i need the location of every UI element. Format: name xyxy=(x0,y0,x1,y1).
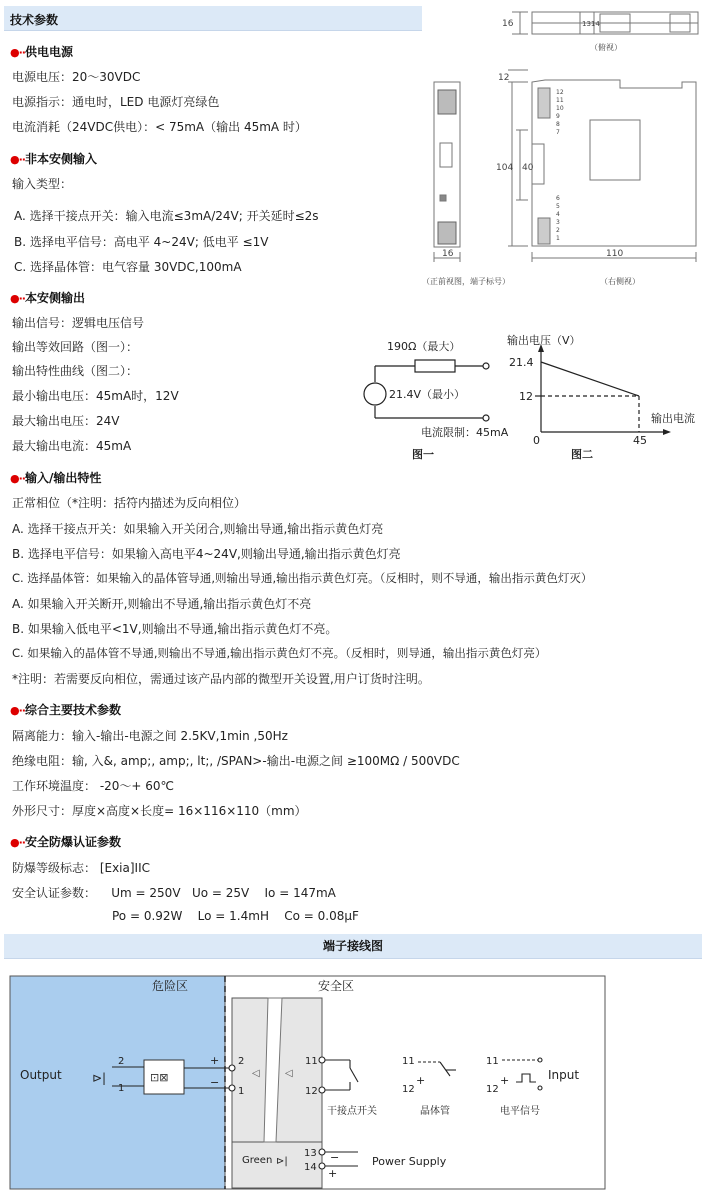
dim-104-label: 104 xyxy=(496,163,514,173)
terminal-label: 11 xyxy=(556,97,564,104)
terminal-label: 12 xyxy=(305,1086,318,1097)
text-line: *注明：若需要反向相位，需通过该产品内部的微型开关设置,用户订货时注明。 xyxy=(12,672,430,686)
top-view-caption: （俯视） xyxy=(590,43,622,52)
text-line: 电流消耗（24VDC供电）：< 75mA（输出 45mA 时） xyxy=(12,120,307,134)
wiring-header-title: 端子接线图 xyxy=(322,939,383,953)
y-axis-label: 输出电压（V） xyxy=(507,334,581,347)
front-view-caption: （正前视图，端子标号） xyxy=(422,277,510,286)
terminal-label: 1 xyxy=(118,1083,125,1094)
bullet-icon: ●·· xyxy=(10,292,25,305)
terminal-label: 8 xyxy=(556,121,560,128)
output-curve-line xyxy=(541,362,639,396)
minus-sign: − xyxy=(210,1076,220,1089)
text-line: B. 如果输入低电平<1V,则输出不导通,输出指示黄色灯不亮。 xyxy=(12,622,338,636)
text-line: 输入类型： xyxy=(12,177,73,191)
svg-text:◁: ◁ xyxy=(252,1068,260,1079)
text-line: 安全认证参数： Um = 250V Uo = 25V Io = 147mA xyxy=(12,886,336,900)
text-line: 外形尺寸：厚度×高度×长度= 16×116×110（mm） xyxy=(12,804,307,818)
terminal-label: 1 xyxy=(556,235,560,242)
top-dim-label: 16 xyxy=(502,19,514,29)
safe-zone-label: 安全区 xyxy=(318,979,355,993)
text-line: 最大输出电压：24V xyxy=(12,414,120,428)
terminal-label: 11 xyxy=(402,1056,415,1067)
figure-1-caption: 图一 xyxy=(412,448,434,461)
voltage-source-icon xyxy=(364,383,386,405)
dimension-drawing xyxy=(420,0,713,295)
section-header-title: 技术参数 xyxy=(10,13,59,27)
terminal-label: 7 xyxy=(556,129,560,136)
figure-2-caption: 图二 xyxy=(571,448,593,461)
x-tick-label: 45 xyxy=(633,434,647,447)
output-label: Output xyxy=(20,1068,62,1082)
minus-sign: − xyxy=(330,1151,340,1164)
green-led-icon: ⊳| xyxy=(276,1156,288,1167)
plus-sign: + xyxy=(416,1074,426,1087)
section-title-safety: ●··安全防爆认证参数 xyxy=(10,835,121,849)
transistor-label: 晶体管 xyxy=(420,1106,450,1117)
dim-16-label: 16 xyxy=(442,249,454,259)
plus-sign: + xyxy=(500,1074,510,1087)
terminal-label: 12 xyxy=(402,1084,415,1095)
terminal-label: 10 xyxy=(556,105,564,112)
x-tick-label: 0 xyxy=(533,434,540,447)
terminal-label: 12 xyxy=(486,1084,499,1095)
terminal-label: 11 xyxy=(486,1056,499,1067)
bullet-icon: ●·· xyxy=(10,46,25,59)
text-line: 正常相位（*注明：括符内描述为反向相位） xyxy=(12,496,247,510)
text-line: 电源电压：20～30VDC xyxy=(12,70,141,84)
dim-12-label: 12 xyxy=(498,73,510,83)
hazard-zone-label: 危险区 xyxy=(152,979,189,993)
led-icon: ⊳| xyxy=(92,1071,107,1085)
terminal-label: 9 xyxy=(556,113,560,120)
text-line: A. 选择干接点开关：输入电流≤3mA/24V; 开关延时≤2s xyxy=(14,209,319,223)
text-line: 隔离能力：输入-输出-电源之间 2.5KV,1min ,50Hz xyxy=(12,729,288,743)
svg-text:◁: ◁ xyxy=(285,1068,293,1079)
dry-contact-label: 干接点开关 xyxy=(327,1106,377,1117)
terminal-label: 3 xyxy=(556,219,560,226)
green-led-label: Green xyxy=(242,1155,273,1166)
terminal-label: 13 xyxy=(304,1148,317,1159)
resistor-icon xyxy=(415,360,455,372)
terminal-label: 14 xyxy=(304,1162,317,1173)
text-line: 输出等效回路（图一）： xyxy=(12,340,139,354)
text-line: 绝缘电阻：输, 入&, amp;, amp;, lt;, /SPAN>-输出-电源之间 ≥100MΩ / 500VDC xyxy=(12,754,460,768)
text-line: 输出特性曲线（图二）： xyxy=(12,364,139,378)
section-title-main: ●··综合主要技术参数 xyxy=(10,703,121,717)
text-line: Po = 0.92W Lo = 1.4mH Co = 0.08μF xyxy=(112,909,359,923)
text-line: A. 选择干接点开关：如果输入开关闭合,则输出导通,输出指示黄色灯亮 xyxy=(12,522,384,536)
section-title-input: ●··非本安侧输入 xyxy=(10,152,97,166)
section-title-output: ●··本安侧输出 xyxy=(10,291,85,305)
terminal-label: 6 xyxy=(556,195,560,202)
power-supply-label: Power Supply xyxy=(372,1155,447,1168)
top-terms-label: 1314 xyxy=(582,20,600,28)
terminal-label: 11 xyxy=(305,1056,318,1067)
text-line: C. 选择晶体管：电气容量 30VDC,100mA xyxy=(14,260,242,274)
bullet-icon: ●·· xyxy=(10,153,25,166)
text-line: B. 选择电平信号：如果输入高电平4~24V,则输出导通,输出指示黄色灯亮 xyxy=(12,547,401,561)
terminal-label: 5 xyxy=(556,203,560,210)
terminal-label: 2 xyxy=(238,1056,245,1067)
svg-text:⊡⊠: ⊡⊠ xyxy=(150,1071,169,1084)
text-line: B. 选择电平信号：高电平 4~24V; 低电平 ≤1V xyxy=(14,235,269,249)
wiring-header xyxy=(4,934,702,959)
terminal-label: 2 xyxy=(118,1056,125,1067)
bullet-icon: ●·· xyxy=(10,704,25,717)
wiring-diagram xyxy=(0,964,713,1195)
text-line: 工作环境温度： -20～+ 60℃ xyxy=(12,779,175,793)
terminal-label: 4 xyxy=(556,211,560,218)
figure-1-circuit xyxy=(355,330,515,462)
text-line: 防爆等级标志： [Exia]IIC xyxy=(12,861,151,875)
text-line: C. 选择晶体管：如果输入的晶体管导通,则输出导通,输出指示黄色灯亮。（反相时，则不导通，输出指示黄色灯灭） xyxy=(12,571,593,585)
y-tick-label: 21.4 xyxy=(509,356,534,369)
terminal-icon xyxy=(483,415,489,421)
figure-2-curve xyxy=(505,330,710,462)
text-line: 最大输出电流：45mA xyxy=(12,439,132,453)
section-title-io: ●··输入/输出特性 xyxy=(10,471,102,485)
source-label: 21.4V（最小） xyxy=(389,388,466,401)
dim-40-label: 40 xyxy=(522,163,534,173)
text-line: 输出信号：逻辑电压信号 xyxy=(12,316,145,330)
x-axis-label: 输出电流 xyxy=(651,412,695,425)
section-header xyxy=(4,6,422,31)
resistor-label: 190Ω（最大） xyxy=(387,340,461,353)
terminal-icon xyxy=(483,363,489,369)
limit-label: 电流限制：45mA xyxy=(421,426,509,439)
terminal-label: 12 xyxy=(556,89,564,96)
bullet-icon: ●·· xyxy=(10,472,25,485)
y-tick-label: 12 xyxy=(519,390,533,403)
input-label: Input xyxy=(548,1068,580,1082)
text-line: C. 如果输入的晶体管不导通,则输出不导通,输出指示黄色灯不亮。（反相时，则导通，输出指示黄色灯亮） xyxy=(12,646,547,660)
dim-110-label: 110 xyxy=(606,249,624,259)
level-signal-label: 电平信号 xyxy=(500,1106,540,1117)
plus-sign: + xyxy=(210,1054,220,1067)
bullet-icon: ●·· xyxy=(10,836,25,849)
text-line: 电源指示：通电时，LED 电源灯亮绿色 xyxy=(12,95,220,109)
text-line: A. 如果输入开关断开,则输出不导通,输出指示黄色灯不亮 xyxy=(12,597,312,611)
text-line: 最小输出电压：45mA时，12V xyxy=(12,389,179,403)
terminal-label: 2 xyxy=(556,227,560,234)
section-title-power: ●··供电电源 xyxy=(10,45,73,59)
side-view-caption: （右侧视） xyxy=(600,277,640,286)
terminal-label: 1 xyxy=(238,1086,245,1097)
plus-sign: + xyxy=(328,1167,338,1180)
